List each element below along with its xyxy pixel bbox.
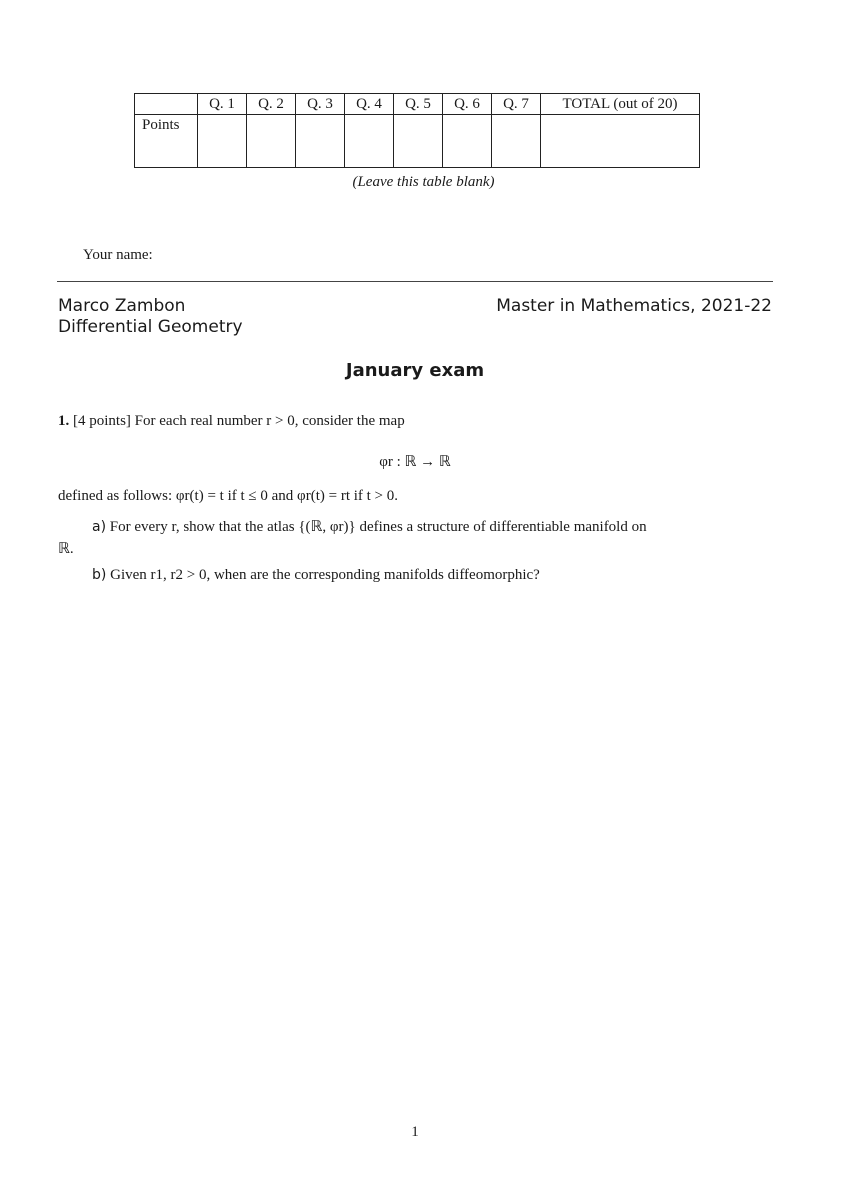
course-name: Differential Geometry xyxy=(58,317,243,337)
header-divider xyxy=(57,281,773,282)
score-header-total: TOTAL (out of 20) xyxy=(541,94,700,115)
part-a xyxy=(92,517,647,536)
part-b-label: b) xyxy=(92,567,107,583)
map-formula: φr : ℝ → ℝ xyxy=(379,454,451,470)
table-caption: (Leave this table blank) xyxy=(352,174,495,190)
question-1-text: [4 points] For each real number r > 0, consider the map xyxy=(73,413,405,429)
question-1-intro xyxy=(58,413,405,430)
score-table xyxy=(134,93,700,168)
score-cell-q6 xyxy=(443,115,492,168)
part-a-label: a) xyxy=(92,519,107,535)
score-header-q3: Q. 3 xyxy=(296,94,345,115)
score-table-points-row xyxy=(135,115,700,168)
exam-title: January exam xyxy=(345,360,485,381)
program-name: Master in Mathematics, 2021-22 xyxy=(496,296,772,316)
score-cell-q2 xyxy=(247,115,296,168)
page-number: 1 xyxy=(411,1124,419,1140)
map-definition: defined as follows: φr(t) = t if t ≤ 0 and φr(t) = rt if t > 0. xyxy=(58,488,399,504)
name-label: Your name: xyxy=(83,247,153,263)
question-number: 1. xyxy=(58,413,70,429)
score-header-q1: Q. 1 xyxy=(198,94,247,115)
score-cell-q7 xyxy=(492,115,541,168)
score-header-q2: Q. 2 xyxy=(247,94,296,115)
part-b xyxy=(92,567,540,584)
score-header-corner xyxy=(135,94,198,115)
score-cell-q4 xyxy=(345,115,394,168)
score-cell-total xyxy=(541,115,700,168)
score-cell-q1 xyxy=(198,115,247,168)
score-cell-q3 xyxy=(296,115,345,168)
author-name: Marco Zambon xyxy=(58,296,186,316)
part-b-text: Given r1, r2 > 0, when are the corresponding manifolds diffeomorphic? xyxy=(110,567,540,583)
score-row-label: Points xyxy=(135,115,198,168)
score-header-q4: Q. 4 xyxy=(345,94,394,115)
part-a-text: For every r, show that the atlas {(ℝ, φr)} defines a structure of differentiable manifold on xyxy=(109,519,647,535)
score-cell-q5 xyxy=(394,115,443,168)
score-table-header-row xyxy=(135,94,700,115)
score-header-q6: Q. 6 xyxy=(443,94,492,115)
score-header-q7: Q. 7 xyxy=(492,94,541,115)
score-header-q5: Q. 5 xyxy=(394,94,443,115)
part-a-continuation: ℝ. xyxy=(58,541,74,557)
